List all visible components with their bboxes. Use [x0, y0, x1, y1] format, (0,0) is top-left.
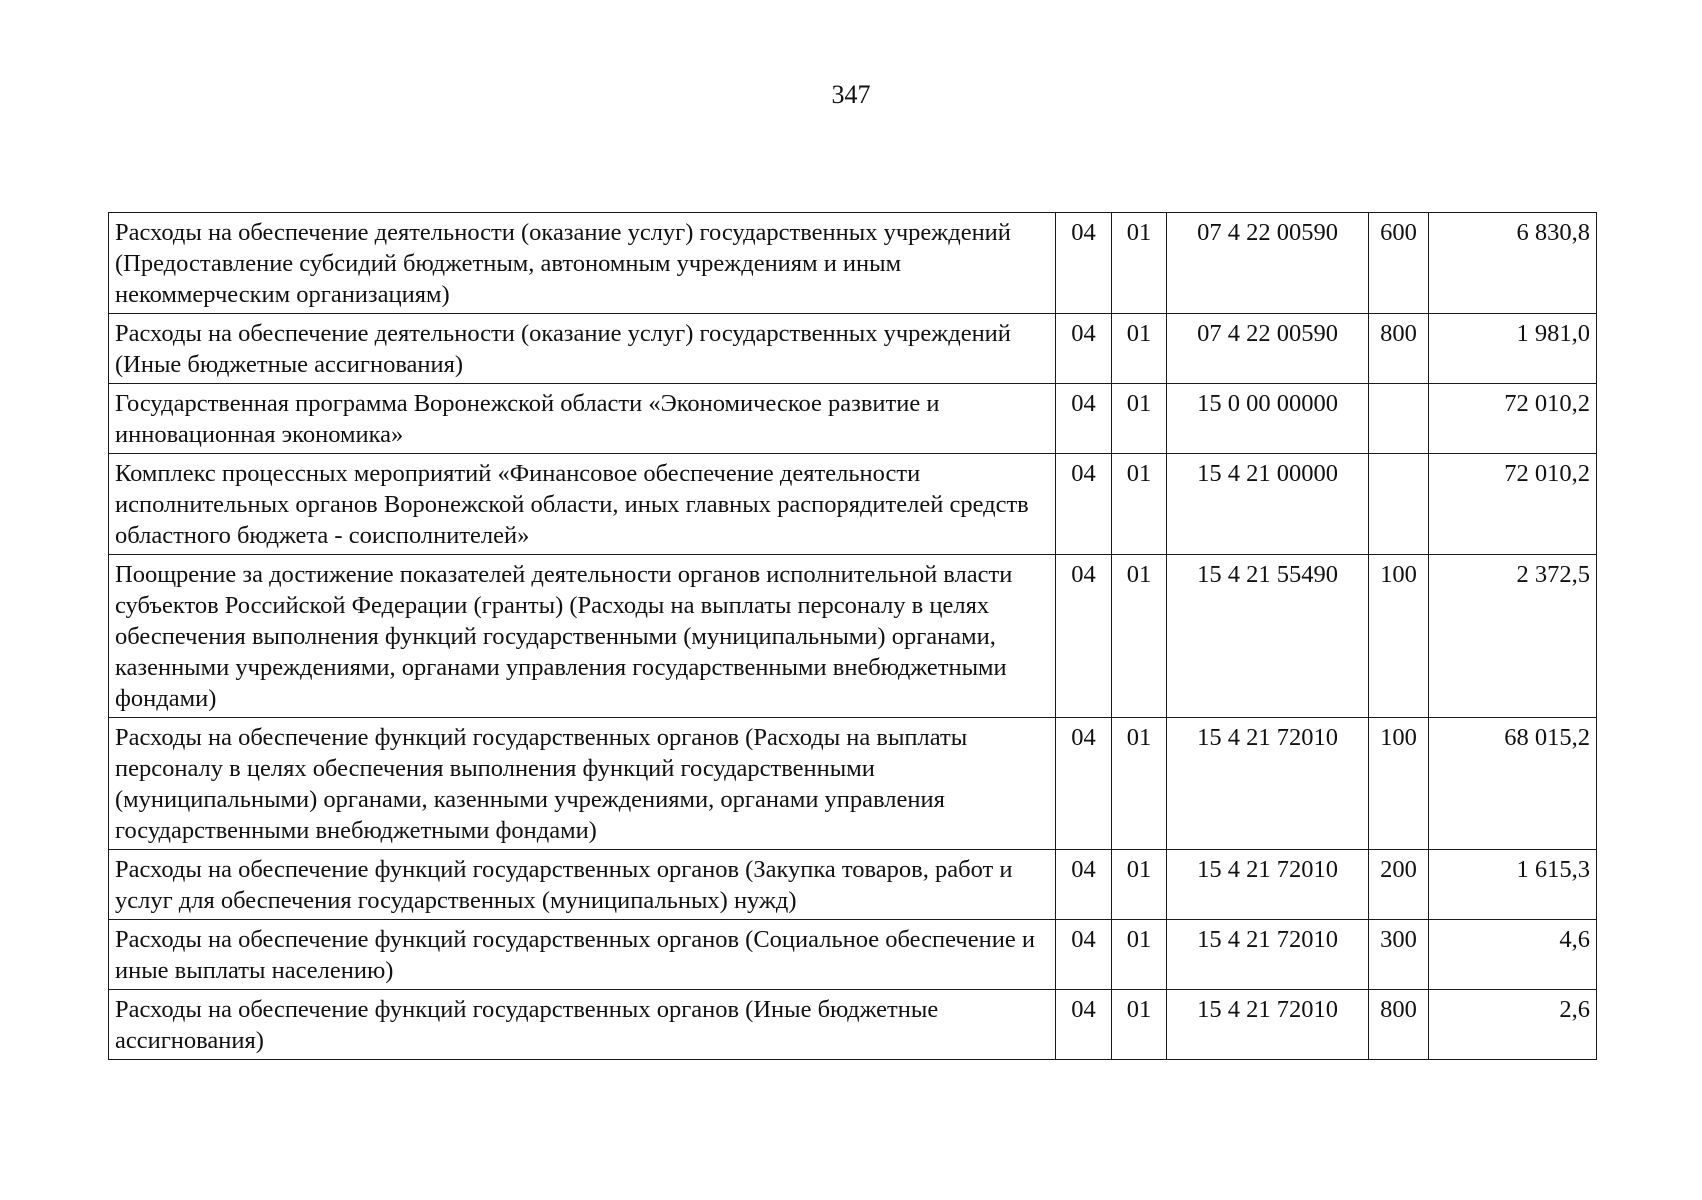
- section-code-cell: 04: [1056, 990, 1112, 1060]
- section-code-cell: 04: [1056, 850, 1112, 920]
- target-article-cell: 07 4 22 00590: [1167, 314, 1369, 384]
- expense-type-cell: [1369, 384, 1429, 454]
- table-row: [109, 718, 1597, 850]
- section-code-cell: 04: [1056, 213, 1112, 314]
- table-row: [109, 990, 1597, 1060]
- subsection-code-cell: 01: [1112, 850, 1167, 920]
- expense-type-cell: 300: [1369, 920, 1429, 990]
- target-article-cell: 15 4 21 72010: [1167, 990, 1369, 1060]
- expense-type-cell: 200: [1369, 850, 1429, 920]
- expense-name-cell: Расходы на обеспечение функций государственных органов (Иные бюджетные ассигнования): [109, 990, 1056, 1060]
- section-code-cell: 04: [1056, 555, 1112, 718]
- section-code-cell: 04: [1056, 384, 1112, 454]
- table-row: [109, 213, 1597, 314]
- target-article-cell: 15 4 21 72010: [1167, 920, 1369, 990]
- table-row: [109, 920, 1597, 990]
- target-article-cell: 07 4 22 00590: [1167, 213, 1369, 314]
- expense-type-cell: 100: [1369, 555, 1429, 718]
- table-row: [109, 454, 1597, 555]
- expense-type-cell: 800: [1369, 314, 1429, 384]
- amount-cell: 68 015,2: [1429, 718, 1597, 850]
- amount-cell: 72 010,2: [1429, 454, 1597, 555]
- expense-type-cell: 100: [1369, 718, 1429, 850]
- table-row: [109, 850, 1597, 920]
- expense-name-cell: Комплекс процессных мероприятий «Финансовое обеспечение деятельности исполнительных органов Воронежской области, иных главных распорядителей средств областного бюджета - соисполнителей»: [109, 454, 1056, 555]
- expense-type-cell: [1369, 454, 1429, 555]
- amount-cell: 6 830,8: [1429, 213, 1597, 314]
- expense-name-cell: Расходы на обеспечение функций государственных органов (Закупка товаров, работ и услуг для обеспечения государственных (муниципальных) нужд): [109, 850, 1056, 920]
- amount-cell: 1 981,0: [1429, 314, 1597, 384]
- expense-name-cell: Поощрение за достижение показателей деятельности органов исполнительной власти субъектов Российской Федерации (гранты) (Расходы на выплаты персоналу в целях обеспечения выполнения функций государственными (муниципальными) органами, казенными учреждениями, органами управления государственными внебюджетными фондами): [109, 555, 1056, 718]
- subsection-code-cell: 01: [1112, 314, 1167, 384]
- budget-table: [108, 212, 1597, 1060]
- subsection-code-cell: 01: [1112, 555, 1167, 718]
- expense-name-cell: Государственная программа Воронежской области «Экономическое развитие и инновационная экономика»: [109, 384, 1056, 454]
- expense-type-cell: 600: [1369, 213, 1429, 314]
- section-code-cell: 04: [1056, 314, 1112, 384]
- page-number: 347: [831, 80, 871, 109]
- section-code-cell: 04: [1056, 920, 1112, 990]
- target-article-cell: 15 4 21 72010: [1167, 718, 1369, 850]
- table-row: [109, 555, 1597, 718]
- target-article-cell: 15 4 21 72010: [1167, 850, 1369, 920]
- section-code-cell: 04: [1056, 718, 1112, 850]
- subsection-code-cell: 01: [1112, 384, 1167, 454]
- subsection-code-cell: 01: [1112, 213, 1167, 314]
- subsection-code-cell: 01: [1112, 454, 1167, 555]
- expense-name-cell: Расходы на обеспечение деятельности (оказание услуг) государственных учреждений (Предоставление субсидий бюджетным, автономным учреждениям и иным некоммерческим организациям): [109, 213, 1056, 314]
- amount-cell: 2,6: [1429, 990, 1597, 1060]
- amount-cell: 2 372,5: [1429, 555, 1597, 718]
- expense-name-cell: Расходы на обеспечение деятельности (оказание услуг) государственных учреждений (Иные бюджетные ассигнования): [109, 314, 1056, 384]
- expense-name-cell: Расходы на обеспечение функций государственных органов (Расходы на выплаты персоналу в целях обеспечения выполнения функций государственными (муниципальными) органами, казенными учреждениями, органами управления государственными внебюджетными фондами): [109, 718, 1056, 850]
- expense-name-cell: Расходы на обеспечение функций государственных органов (Социальное обеспечение и иные выплаты населению): [109, 920, 1056, 990]
- section-code-cell: 04: [1056, 454, 1112, 555]
- target-article-cell: 15 4 21 55490: [1167, 555, 1369, 718]
- expense-type-cell: 800: [1369, 990, 1429, 1060]
- subsection-code-cell: 01: [1112, 990, 1167, 1060]
- table-row: [109, 384, 1597, 454]
- amount-cell: 4,6: [1429, 920, 1597, 990]
- target-article-cell: 15 0 00 00000: [1167, 384, 1369, 454]
- table-row: [109, 314, 1597, 384]
- subsection-code-cell: 01: [1112, 920, 1167, 990]
- amount-cell: 72 010,2: [1429, 384, 1597, 454]
- amount-cell: 1 615,3: [1429, 850, 1597, 920]
- subsection-code-cell: 01: [1112, 718, 1167, 850]
- target-article-cell: 15 4 21 00000: [1167, 454, 1369, 555]
